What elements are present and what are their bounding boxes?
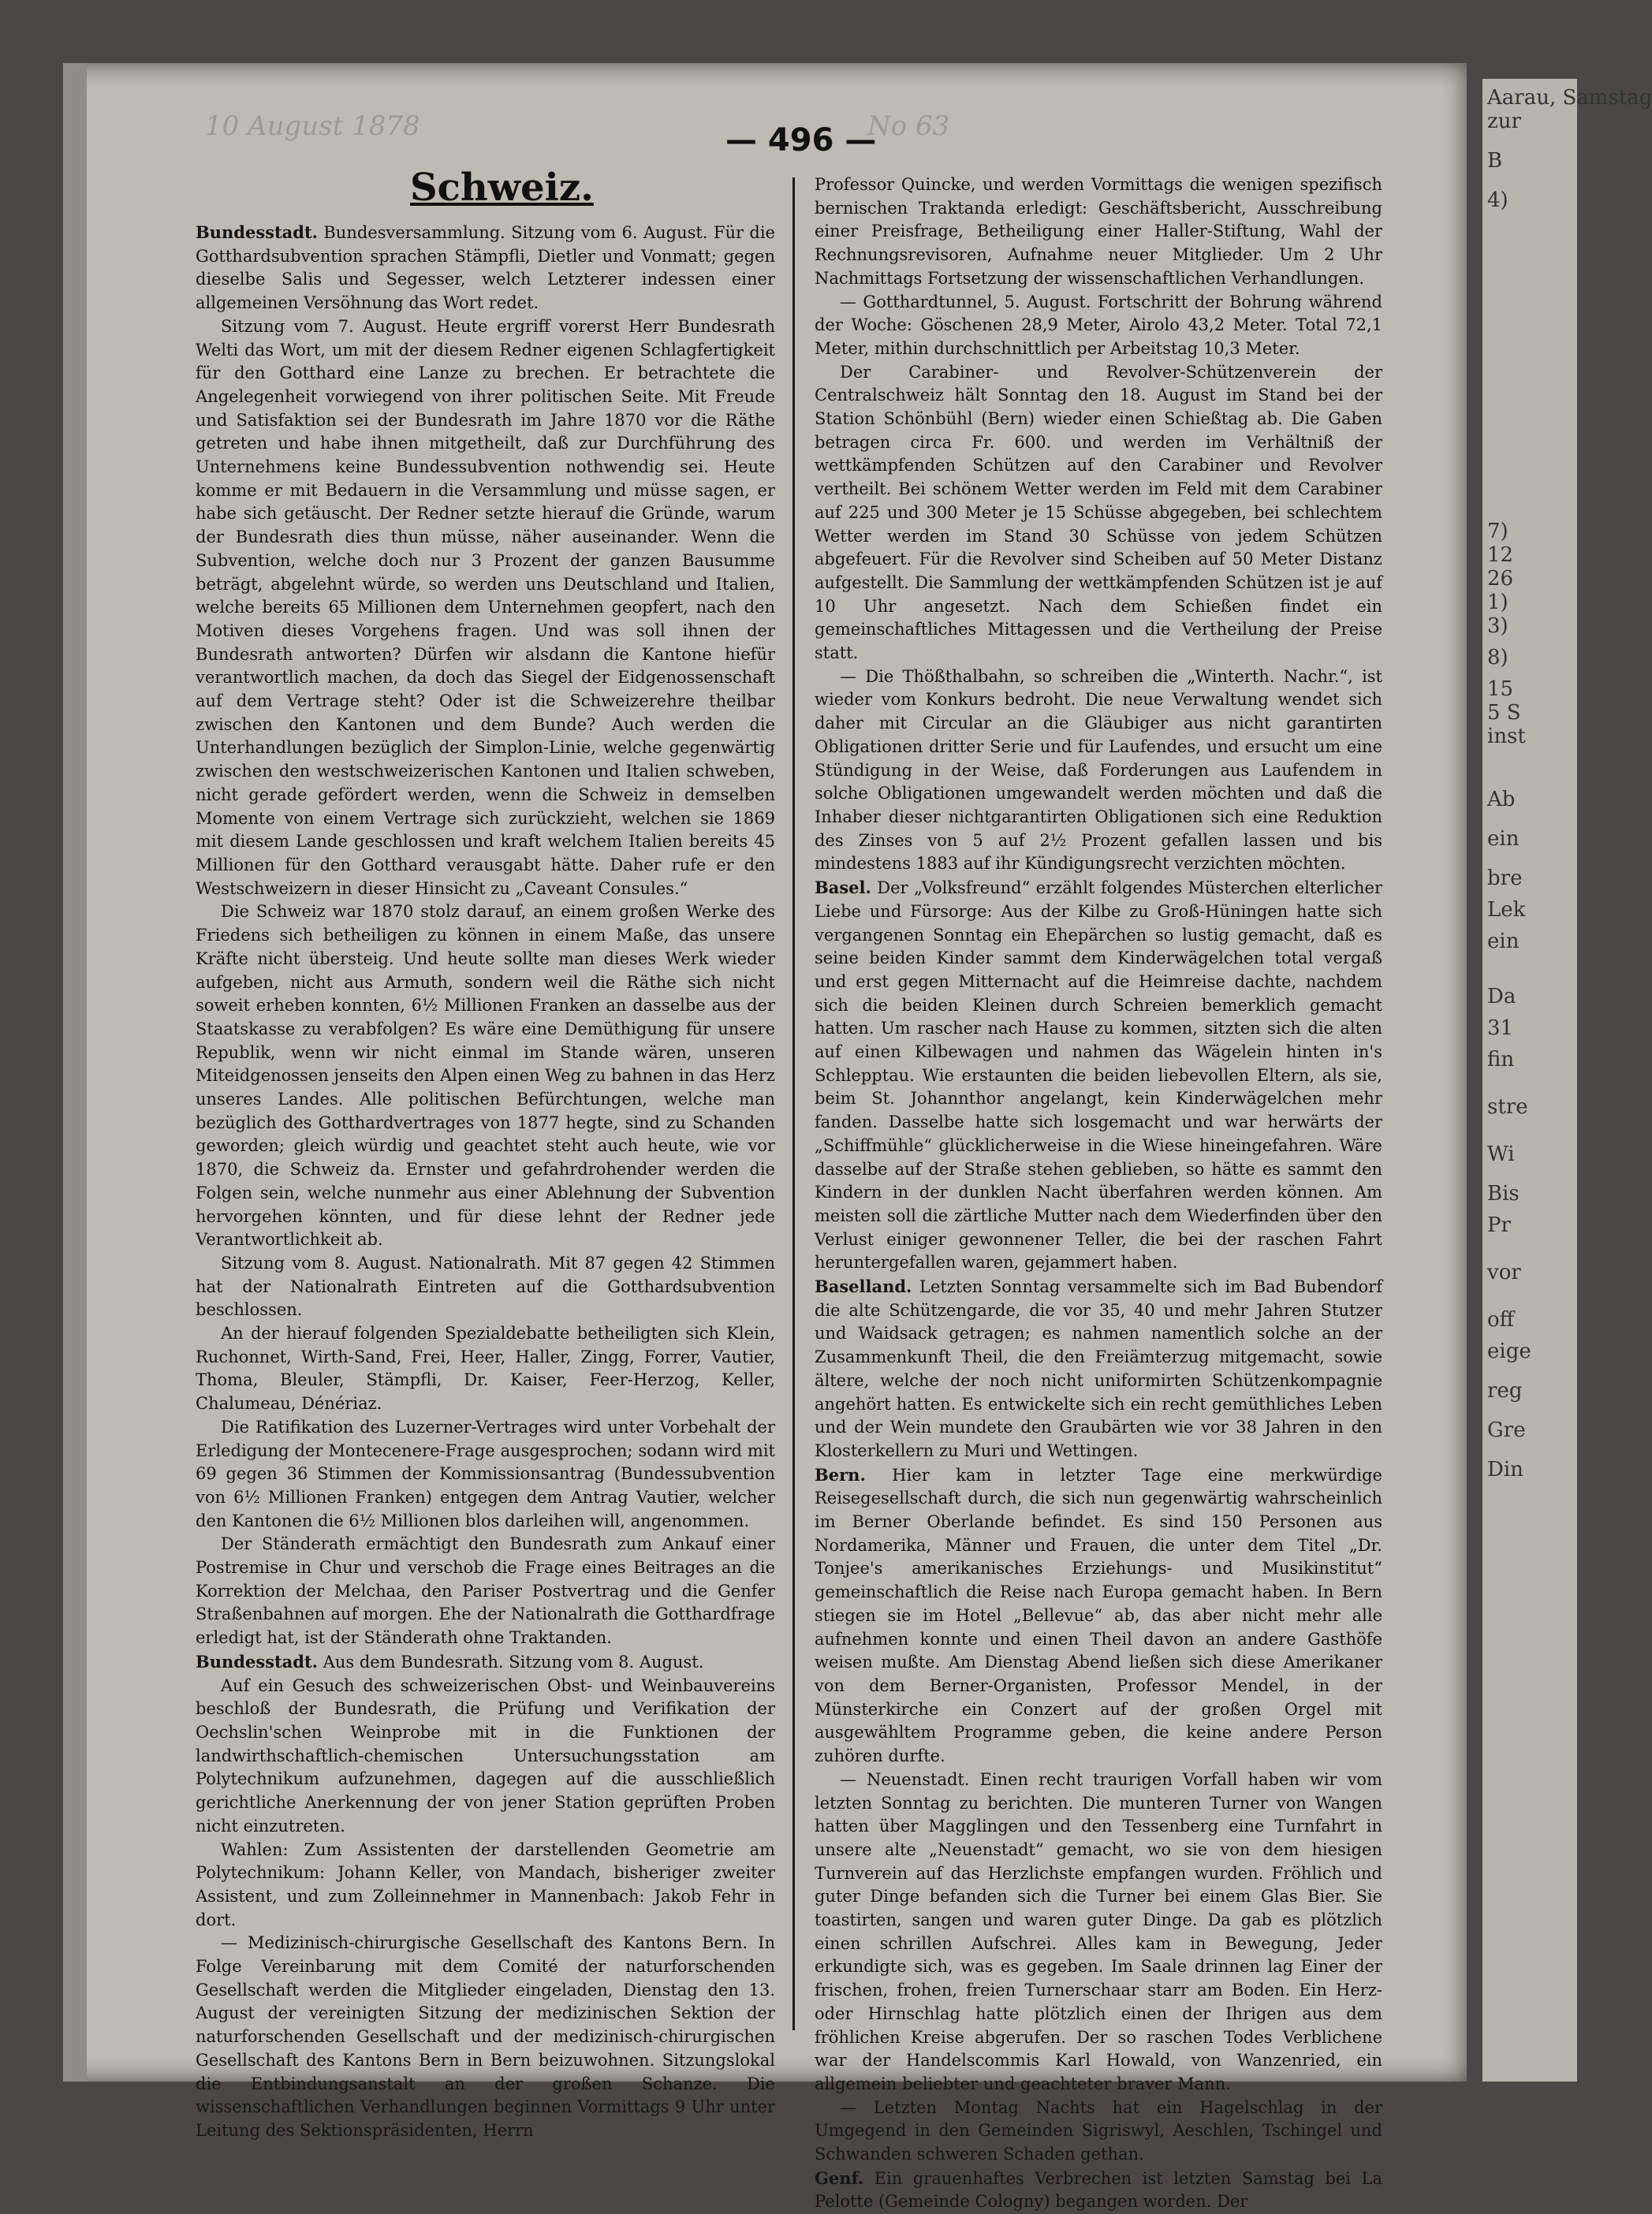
bleed-fragment: 31 (1487, 1016, 1514, 1040)
left-column-paragraph (196, 1416, 775, 1534)
bleed-fragment: reg (1487, 1379, 1523, 1403)
paragraph-text: Die Schweiz war 1870 stolz darauf, an einem großen Werke des Friedens sich betheiligen zu können in einem Maße, das unsere Kräfte nicht übersteig. Und heute sollte man dieses Werk wieder aufgeben, nicht aus Armuth, sondern weil die Räthe sich nicht soweit erheben konnten, 6½ Millionen Franken an dasselbe aus der Staatskasse zu verabfolgen? Es wäre eine Demüthigung für unsere Republik, wenn wir nicht einmal im Stande wären, unseren Miteidgenossen jenseits den Alpen einen Weg zu bahnen in das Herz unseres Landes. Alle politischen Befürchtungen, welche man bezüglich des Gotthardvertrages von 1877 hegte, sind zu Schanden geworden; gleich würdig und geachtet steht auch heute, wie vor 1870, die Schweiz da. Ernster und gefahrdrohender werden die Folgen sein, welche nunmehr aus einer Ablehnung der Subvention hervorgehen könnten, und für diese lehnt der Redner jede Verantwortlichkeit ab. (196, 902, 775, 1250)
paragraph-text: — Neuenstadt. Einen recht traurigen Vorfall haben wir vom letzten Sonntag zu berichten. Die munteren Turner von Wangen hatten über Magglingen und den Tessenberg eine Turnfahrt in unsere alte „Neuenstadt“ gemacht, wo sie von dem hiesigen Turnverein auf das Herzlichste empfangen wurden. Fröhlich und guter Dinge befanden sich die Turner bei einem Glas Bier. Sie toastirten, sangen und waren guter Dinge. Da gab es plötzlich einen schrillen Aufschrei. Alles kam in Bewegung, Jeder erkundigte sich, was es gegeben. Im Saale drinnen lag Einer der frischen, frohen, freien Turnerschaar starr am Boden. Ein Herz- oder Hirnschlag hatte plötzlich einen der Ihrigen aus dem fröhlichen Kreise abgerufen. Der so raschen Todes Verblichene war der Handelscommis Karl Howald, von Wanzenried, ein allgemein beliebter und geachteter braver Mann. (815, 1769, 1382, 2093)
bleed-fragment: Aarau, Samstag (1487, 86, 1652, 110)
right-column-paragraph (815, 2097, 1382, 2167)
paragraph-text: Der Carabiner- und Revolver-Schützenverein der Centralschweiz hält Sonntag den 18. August im Stand bei der Station Schönbühl (Bern) wieder einen Schießtag ab. Die Gaben betragen circa Fr. 600. und werden im Verhältniß der wettkämpfenden Schützen auf den Carabiner und Revolver vertheilt. Bei schönem Wetter werden im Feld mit dem Carabiner auf 225 und 300 Meter je 15 Schüsse abgegeben, bei schlechtem Wetter werden im Stand 30 Schüsse von jedem Schützen abgefeuert. Für die Revolver sind Scheiben auf 50 Meter Distanz aufgestellt. Die Sammlung der wettkämpfenden Schützen ist je auf 10 Uhr angesetzt. Nach dem Schießen findet ein gemeinschaftliches Mittagessen und die Vertheilung der Preise statt. (815, 362, 1382, 663)
paragraph-text: — Gotthardtunnel, 5. August. Fortschritt der Bohrung während der Woche: Göschenen 28,9 Meter, Airolo 43,2 Meter. Total 72,1 Meter, mithin durchschnittlich per Arbeitstag 10,3 Meter. (815, 292, 1382, 358)
bleed-fragment: zur (1487, 110, 1521, 133)
bleed-fragment: vor (1487, 1261, 1521, 1284)
paragraph-text: — Die Thößthalbahn, so schreiben die „Winterth. Nachr.“, ist wieder vom Konkurs bedroht. Die neue Verwaltung wendet sich daher mit Circular an die Gläubiger aus nicht garantirten Obligationen dritter Serie und für Laufendes, und ersucht um eine Stündigung in der Weise, daß Forderungen aus Laufendem in solche Obligationen umgewandelt werden möchten und daß die Inhaber dieser nichtgarantirten Obligationen sich eine Reduktion des Zinses von 5 auf 2½ Prozent gefallen lassen und bis mindestens 1883 auf ihr Kündigungsrecht verzichten möchten. (815, 666, 1382, 874)
dateline-heading: Basel. (815, 878, 871, 898)
bleed-fragment: off (1487, 1308, 1515, 1332)
column-rule (792, 177, 795, 2030)
bleed-fragment: Bis (1487, 1182, 1520, 1206)
right-column-paragraph (815, 876, 1382, 1275)
paragraph-text: Der „Volksfreund“ erzählt folgendes Müsterchen elterlicher Liebe und Fürsorge: Aus der Kilbe zu Groß-Hüningen hatte sich vergangenen Sonntag ein Ehepärchen so lustig gemacht, daß es seine beiden Kinder sammt dem Kinderwägelchen total vergaß und erst gegen Mitternacht auf die Heimreise dachte, nachdem sich die beiden Kleinen durch Schreien bemerklich gemacht hatten. Um rascher nach Hause zu kommen, sitzten sich die alten auf einen Kilbewagen und nahmen das Wägelein hinten in's Schlepptau. Wie erstaunten die beiden liebevollen Eltern, als sie, beim St. Johannthor angelangt, kein Kinderwägelchen mehr fanden. Dasselbe hatte sich losgemacht und war herwärts der „Schiffmühle“ glücklicherweise in die Wiese hineingefahren. Wäre dasselbe auf der Straße stehen geblieben, so hätte es sammt den Kindern in der dunklen Nacht überfahren werden können. Am meisten soll die zärtliche Mutter nach dem Wiederfinden über den Verlust einiger gewonnener Teller, die bei der raschen Fahrt heruntergefallen waren, gejammert haben. (815, 878, 1382, 1273)
bleed-fragment: 3) (1487, 614, 1508, 638)
bleed-fragment: ein (1487, 930, 1520, 953)
bleed-fragment: 4) (1487, 188, 1508, 212)
left-column-paragraph (196, 1650, 775, 1675)
page-binding-edge (63, 63, 87, 2082)
bleed-fragment: Din (1487, 1458, 1523, 1482)
right-column-paragraph (815, 1769, 1382, 2097)
left-column-paragraph (196, 1252, 775, 1322)
left-column-paragraph (196, 1839, 775, 1933)
bleed-fragment: Pr (1487, 1213, 1511, 1237)
paragraph-text: Sitzung vom 8. August. Nationalrath. Mit 87 gegen 42 Stimmen hat der Nationalrath Eintreten auf die Gotthardsubvention beschlossen. (196, 1253, 775, 1320)
dateline-heading: Baselland. (815, 1277, 912, 1297)
bleed-fragment: Wi (1487, 1142, 1515, 1166)
left-column-paragraph (196, 1675, 775, 1839)
bleed-fragment: Gre (1487, 1418, 1526, 1442)
adjacent-page-bleed (1482, 79, 1652, 2082)
paragraph-text: Aus dem Bundesrath. Sitzung vom 8. August. (323, 1652, 704, 1672)
bleed-fragment: Lek (1487, 898, 1526, 922)
dateline-heading: Bern. (815, 1464, 866, 1485)
bleed-fragment: 12 (1487, 543, 1514, 567)
paragraph-text: Die Ratifikation des Luzerner-Vertrages wird unter Vorbehalt der Erledigung der Montecenere-Frage ausgesprochen; sodann wird mit 69 gegen 36 Stimmen der Kommissionsantrag (Bundessubvention von 6½ Millionen Franken) entgegen dem Antrag Vautier, welcher den Kantonen die 6½ Millionen blos darleihen will, angenommen. (196, 1417, 775, 1530)
bleed-fragment: 15 (1487, 677, 1514, 701)
paragraph-text: Bundesversammlung. Sitzung vom 6. August. Für die Gotthardsubvention sprachen Stämpfli, Dietler und Vonmatt; gegen dieselbe Salis und Segesser, welch Letzterer indessen einer allgemeinen Versöhnung das Wort redet. (196, 223, 775, 313)
right-column-paragraph (815, 2167, 1382, 2214)
ghost-handwriting-left: 10 August 1878 (205, 110, 420, 142)
bleed-fragment: ein (1487, 827, 1520, 851)
left-column (196, 221, 775, 2143)
left-column-paragraph (196, 900, 775, 1252)
paragraph-text: — Letzten Montag Nachts hat ein Hagelschlag in der Umgegend in den Gemeinden Sigriswyl, Aeschlen, Tschingel und Schwanden schweren Schaden gethan. (815, 2097, 1382, 2164)
paragraph-text: Auf ein Gesuch des schweizerischen Obst- und Weinbauvereins beschloß der Bundesrath, die Prüfung und Verifikation der Oechslin'schen Weinprobe mit in die Funktionen der landwirthschaftlich-chemischen Untersuchungsstation am Polytechnikum aufzunehmen, dagegen auf die ausschließlich gerichtliche Anerkennung der von jener Station geprüften Proben nicht einzutreten. (196, 1675, 775, 1836)
bleed-fragment: B (1487, 149, 1503, 173)
paragraph-text: Professor Quincke, und werden Vormittags die wenigen spezifisch bernischen Traktanda erledigt: Geschäftsbericht, Ausschreibung einer Preisfrage, Betheiligung einer Haller-Stiftung, Wahl der Rechnungsrevisoren, Aufnahme neuer Mitglieder. Um 2 Uhr Nachmittags Fortsetzung der wissenschaftlichen Verhandlungen. (815, 175, 1382, 288)
paragraph-text: Wahlen: Zum Assistenten der darstellenden Geometrie am Polytechnikum: Johann Keller, von Mandach, bisheriger zweiter Assistent, und zum Zolleinnehmer in Mannenbach: Jakob Fehr in dort. (196, 1839, 775, 1929)
right-column-paragraph (815, 1463, 1382, 1769)
left-column-paragraph (196, 221, 775, 315)
dateline-heading: Bundesstadt. (196, 222, 318, 242)
bleed-fragment: fin (1487, 1048, 1515, 1072)
bleed-fragment: eige (1487, 1340, 1531, 1363)
bleed-fragment: 8) (1487, 646, 1508, 669)
paragraph-text: Der Ständerath ermächtigt den Bundesrath zum Ankauf einer Postremise in Chur und verschob die Frage eines Beitrages an die Korrektion der Melchaa, den Pariser Postvertrag und die Genfer Straßenbahnen auf morgen. Ehe der Nationalrath die Gotthardfrage erledigt hat, ist der Ständerath ohne Traktanden. (196, 1534, 775, 1648)
paragraph-text: Sitzung vom 7. August. Heute ergriff vorerst Herr Bundesrath Welti das Wort, um mit der diesem Redner eigenen Schlagfertigkeit für den Gotthard eine Lanze zu brechen. Er betrachtete die Angelegenheit vorwiegend von ihrer politischen Seite. Mit Freude und Satisfaktion sei der Bundesrath im Jahre 1870 vor die Räthe getreten und habe ihnen mitgetheilt, daß zur Durchführung des Unternehmens keine Bundessubvention nothwendig sei. Heute komme er mit Bedauern in die Versammlung und müsse sagen, er habe sich getäuscht. Der Redner setzte hierauf die Gründe, warum der Bundesrath dies thun müsse, näher auseinander. Wenn die Subvention, welche doch nur 3 Prozent der ganzen Bausumme beträgt, abgelehnt würde, so werden uns Deutschland und Italien, welche bereits 65 Millionen dem Unternehmen geopfert, nach den Motiven dieses Vorgehens fragen. Und was soll ihnen der Bundesrath antworten? Dürfen wir alsdann die Kantone hiefür verantwortlich machen, da doch das Siegel der Eidgenossenschaft auf dem Vertrage steht? Oder ist die Schweizerehre theilbar zwischen den Kantonen und dem Bunde? Auch werden die Unterhandlungen bezüglich der Simplon-Linie, welche gegenwärtig zwischen den westschweizerischen Kantonen und Italien schweben, nicht gerade gefördert werden, wenn die Schweiz in demselben Momente von einem Vertrage sich zurückzieht, welchen sie 1869 mit diesem Lande geschlossen und kraft welchem Italien bereits 45 Millionen für den Gotthard verausgabt hätte. Daher rufe er den Westschweizern in dieser Hinsicht zu „Caveant Consules.“ (196, 316, 775, 898)
right-column-paragraph (815, 361, 1382, 665)
dateline-heading: Genf. (815, 2167, 864, 2188)
bleed-fragment: Ab (1487, 788, 1516, 811)
right-column-paragraph (815, 665, 1382, 876)
left-column-paragraph (196, 1322, 775, 1416)
bleed-fragment: 1) (1487, 591, 1508, 614)
paragraph-text: Letzten Sonntag versammelte sich im Bad Bubendorf die alte Schützengarde, die vor 35, 40 und mehr Jahren Stutzer und Waidsack getragen; es nahmen namentlich solche an der Zusammenkunft Theil, die den Freiämterzug mitgemacht, sowie ältere, welche der noch nicht uniformirten Schützenkompagnie angehört hatten. Es entwickelte sich ein recht gemüthliches Leben und der Wein mundete den Graubärten wie vor 38 Jahren in den Klosterkellern zu Muri und Wettingen. (815, 1277, 1382, 1460)
paragraph-text: Hier kam in letzter Tage eine merkwürdige Reisegesellschaft durch, die sich nun gegenwärtig wahrscheinlich im Berner Oberlande befindet. Es sind 150 Personen aus Nordamerika, Männer und Frauen, die unter dem Titel „Dr. Tonjee's amerikanisches Erziehungs- und Musikinstitut“ gemeinschaftlich die Reise nach Europa gemacht haben. In Bern stiegen sie im Hotel „Bellevue“ ab, das aber nicht mehr alle aufnehmen konnte und einen Theil davon an andere Gasthöfe weisen mußte. Am Dienstag Abend ließen sich diese Amerikaner von dem Berner-Organisten, Professor Mendel, in der Münsterkirche ein Conzert auf der großen Orgel mit ausgewähltem Programme geben, die keine andere Person zuhören durfte. (815, 1465, 1382, 1766)
right-column-paragraph (815, 291, 1382, 361)
bleed-fragment: Da (1487, 985, 1516, 1008)
paragraph-text: Ein grauenhaftes Verbrechen ist letzten Samstag bei La Pelotte (Gemeinde Cologny) begangen worden. Der (815, 2168, 1382, 2212)
bleed-fragment: inst (1487, 725, 1526, 748)
bleed-fragment: 5 S (1487, 701, 1521, 725)
bleed-fragment: bre (1487, 867, 1523, 890)
left-column-paragraph (196, 1932, 775, 2142)
left-column-paragraph (196, 1533, 775, 1650)
ghost-handwriting-right: No 63 (867, 110, 950, 142)
dateline-heading: Bundesstadt. (196, 1651, 318, 1672)
section-title: Schweiz. (410, 166, 594, 210)
bleed-fragment: 7) (1487, 520, 1508, 543)
paragraph-text: — Medizinisch-chirurgische Gesellschaft des Kantons Bern. In Folge Vereinbarung mit dem Comité der naturforschenden Gesellschaft werden die Mitglieder eingeladen, Dienstag den 13. August der vereinigten Sitzung der medizinischen Sektion der naturforschenden Gesellschaft und der medizinisch-chirurgischen Gesellschaft des Kantons Bern in Bern beizuwohnen. Sitzungslokal die Entbindungsanstalt an der großen Schanze. Die wissenschaftlichen Verhandlungen beginnen Vormittags 9 Uhr unter Leitung des Sektionspräsidenten, Herrn (196, 1933, 775, 2140)
bleed-fragment: stre (1487, 1095, 1528, 1119)
paragraph-text: An der hierauf folgenden Spezialdebatte betheiligten sich Klein, Ruchonnet, Wirth-Sand, Frei, Heer, Haller, Zingg, Forrer, Vautier, Thoma, Bleuler, Stämpfli, Dr. Kaiser, Feer-Herzog, Keller, Chalumeau, Dénériaz. (196, 1324, 775, 1414)
page-number: — 496 — (725, 122, 877, 158)
right-column-paragraph (815, 173, 1382, 291)
right-column (815, 173, 1382, 2214)
right-column-paragraph (815, 1275, 1382, 1463)
bleed-fragment: 26 (1487, 567, 1514, 591)
left-column-paragraph (196, 315, 775, 901)
